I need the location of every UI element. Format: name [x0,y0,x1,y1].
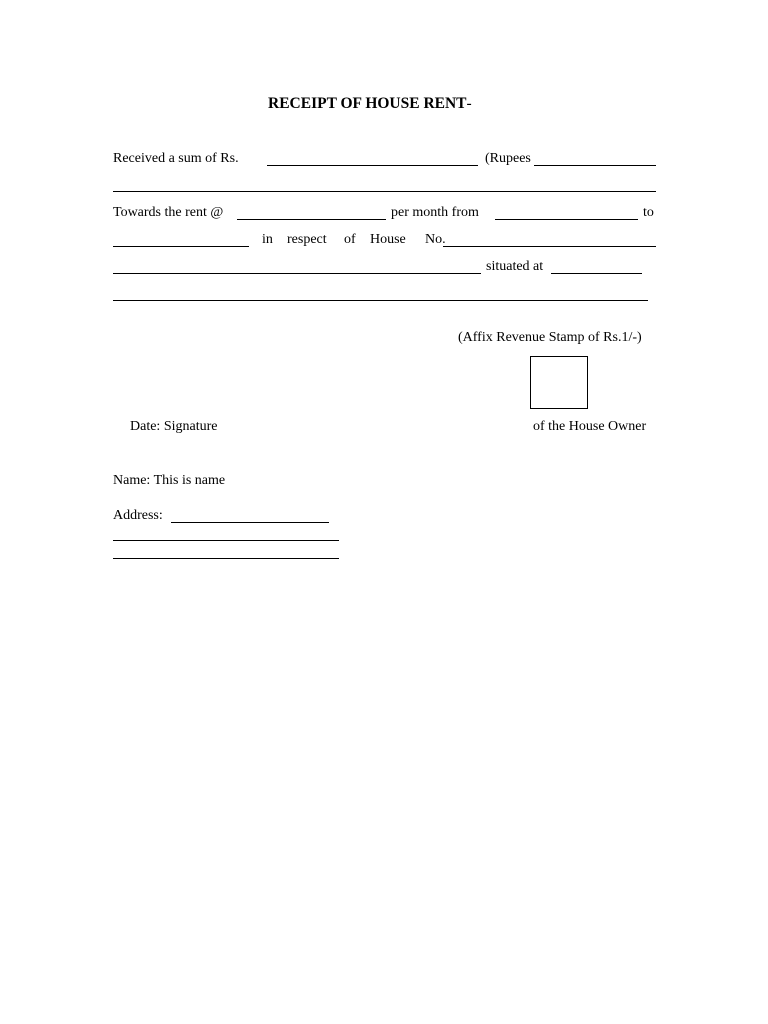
respect-label: respect [287,232,327,247]
received-sum-label: Received a sum of Rs. [113,151,239,166]
rent-amount-blank[interactable] [237,219,386,220]
house-label: House [370,232,406,247]
of-label: of [344,232,356,247]
address-blank-1[interactable] [171,522,329,523]
address-blank-2[interactable] [113,540,339,541]
house-owner-label: of the House Owner [533,419,647,434]
location-blank-continued[interactable] [113,300,648,301]
rupees-words-blank[interactable] [534,165,656,166]
rupees-label: (Rupees [485,151,531,166]
towards-rent-label: Towards the rent @ [113,205,224,220]
house-address-blank[interactable] [113,273,481,274]
house-number-blank[interactable] [443,246,656,247]
title-dash: - [466,95,472,112]
per-month-from-label: per month from [391,205,479,220]
from-date-blank[interactable] [495,219,638,220]
to-label: to [643,205,654,220]
rupees-words-blank-continued[interactable] [113,191,656,192]
house-no-label: No. [425,232,446,247]
in-label: in [262,232,273,247]
to-date-blank[interactable] [113,246,249,247]
owner-name: Name: This is name [113,473,226,488]
document-title [268,95,472,113]
address-blank-3[interactable] [113,558,339,559]
situated-at-label: situated at [486,259,544,274]
date-signature-label: Date: Signature [130,419,218,434]
revenue-stamp-box [530,356,588,409]
situated-at-blank[interactable] [551,273,642,274]
amount-blank[interactable] [267,165,478,166]
title-text: RECEIPT OF HOUSE RENT [268,95,467,112]
address-label: Address: [113,508,163,523]
revenue-stamp-label: (Affix Revenue Stamp of Rs.1/-) [458,330,642,345]
